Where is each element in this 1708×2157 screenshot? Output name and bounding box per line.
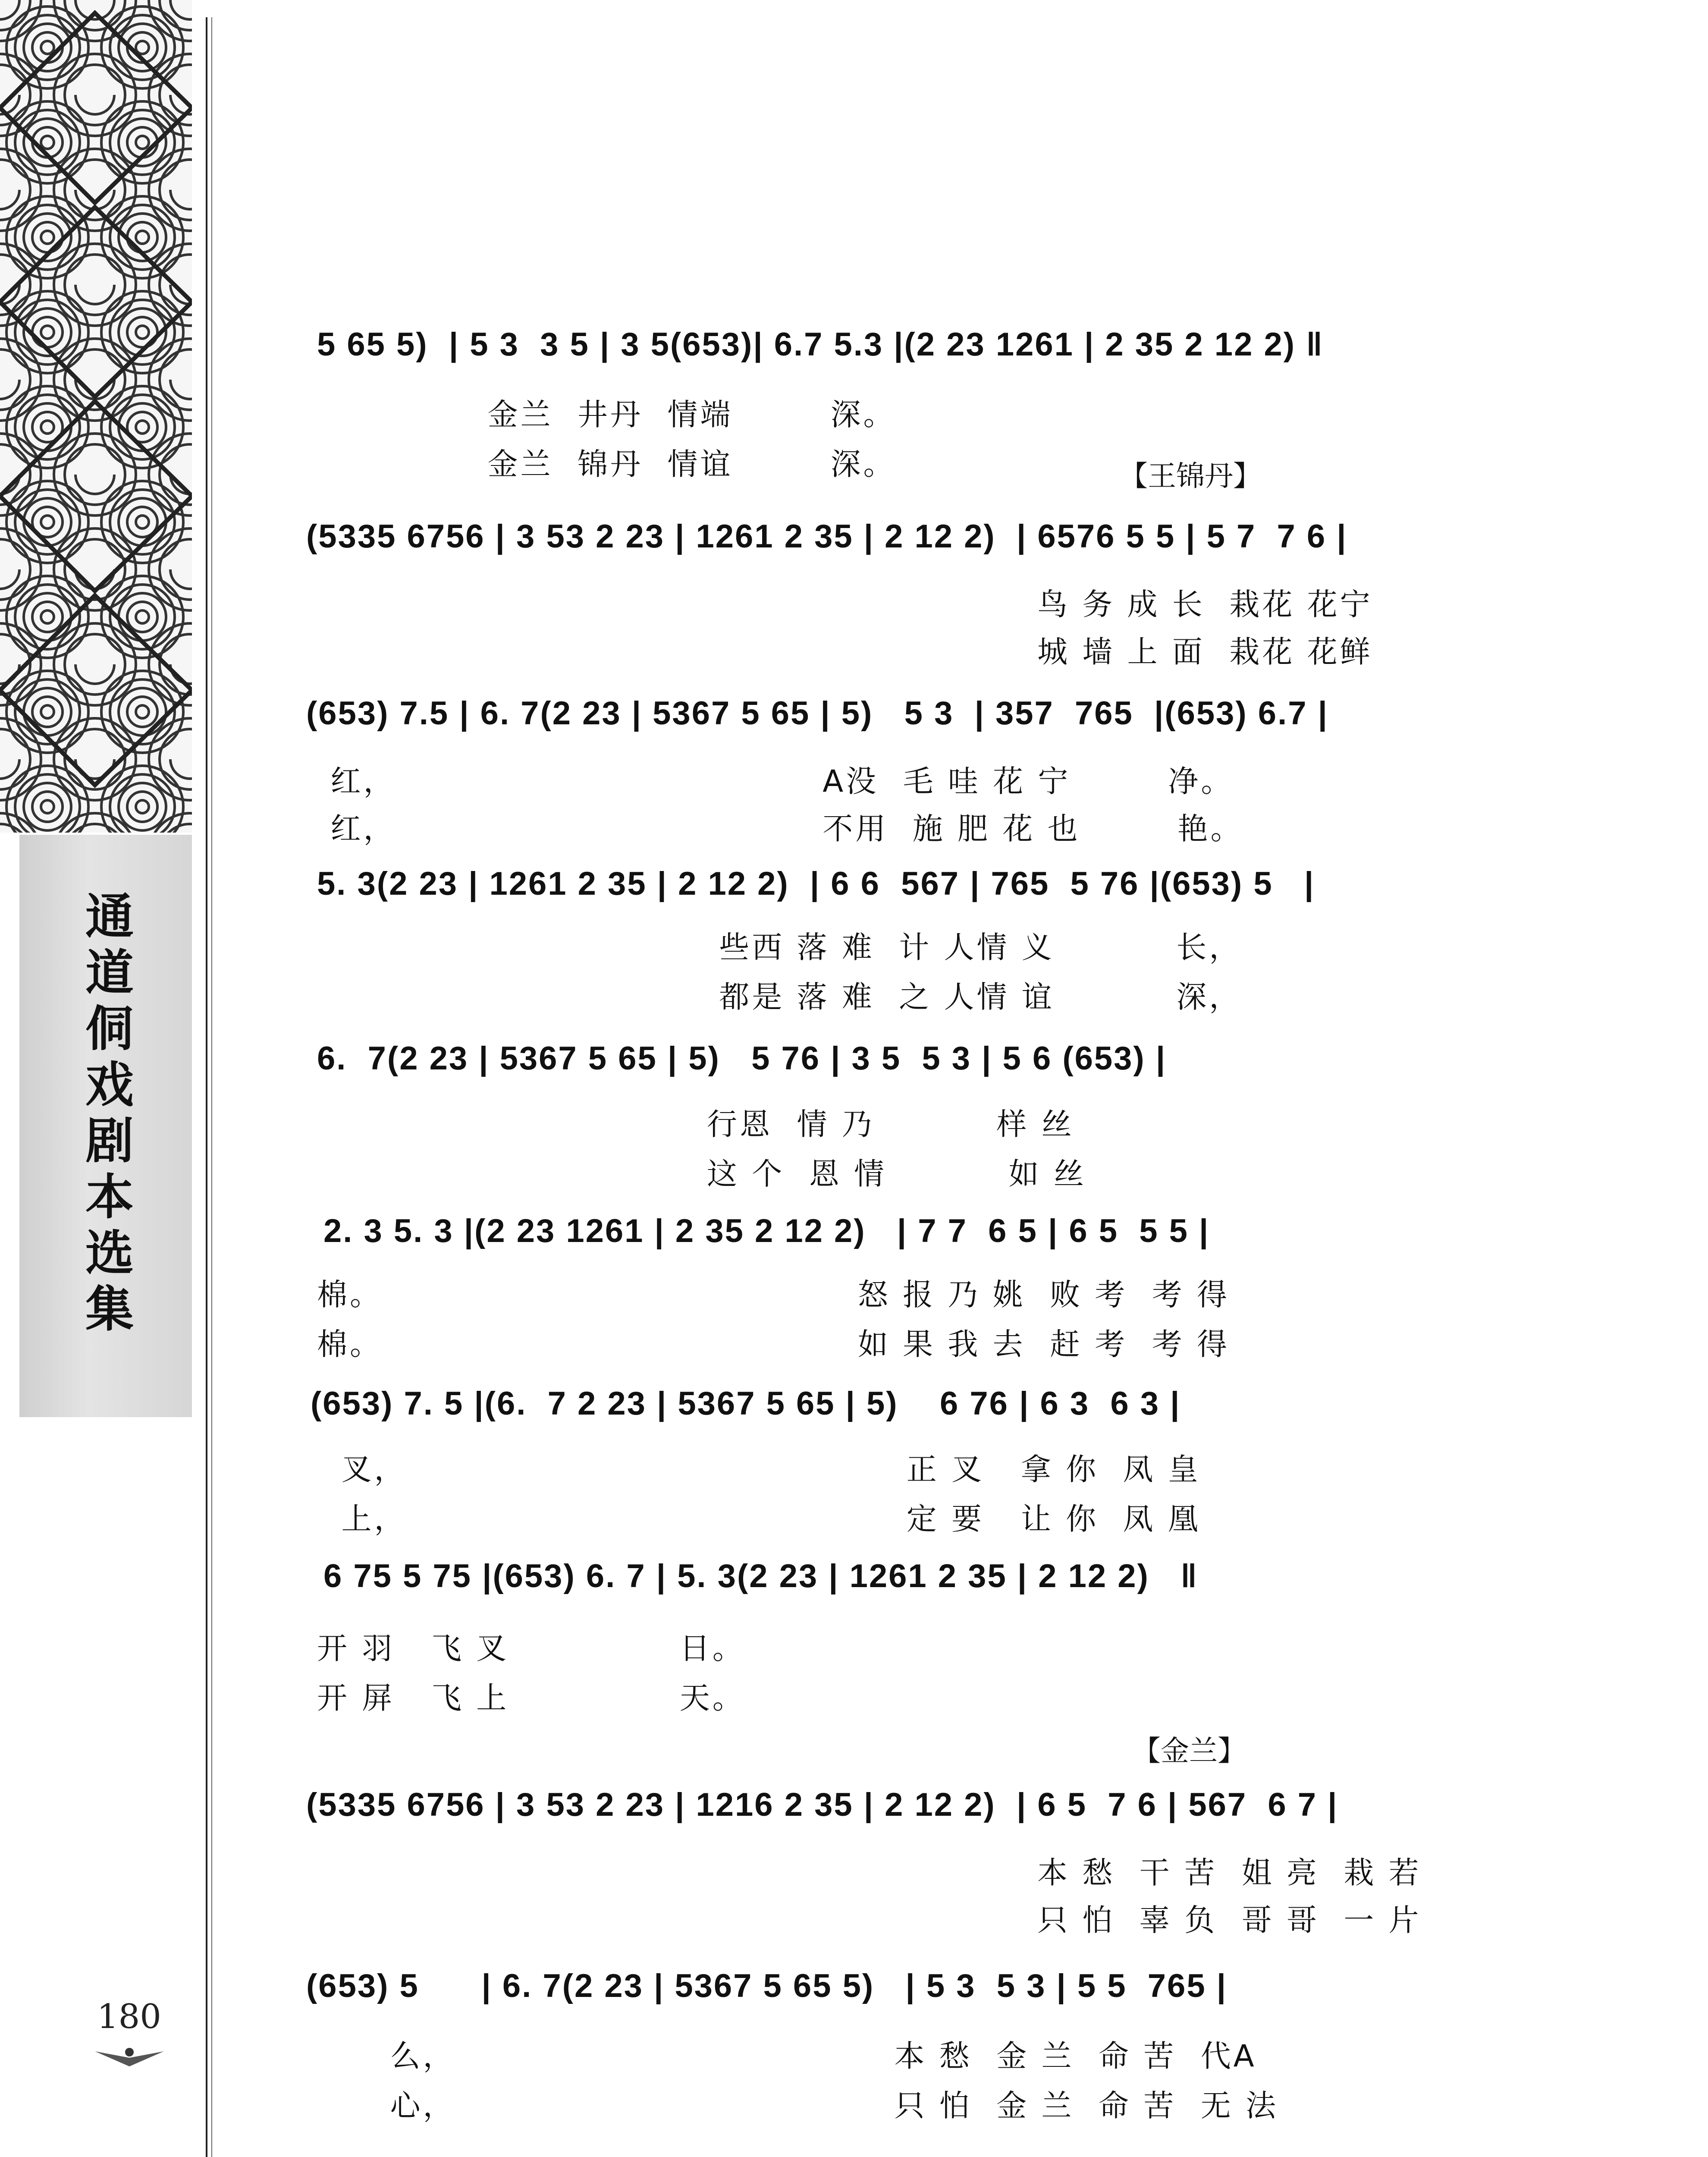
- lyric-line-10a: 么， 本 愁 金 兰 命 苦 代A: [317, 2038, 1257, 2074]
- lyric-line-6b: 棉。 如 果 我 去 赶 考 考 得: [317, 1327, 1230, 1362]
- lyric-line-2b: 城 墙 上 面 栽花 花鲜: [306, 634, 1373, 670]
- notation-line-7: (653) 7. 5 |(6. 7 2 23 | 5367 5 65 | 5) 6 76 | 6 3 6 3 |: [311, 1385, 1181, 1422]
- lyric-line-4b: 都是 落 难 之 人情 谊 深，: [317, 979, 1242, 1015]
- lyric-line-3a: 红， A没 毛 哇 花 宁 净。: [306, 764, 1234, 799]
- decorative-border-pattern: [0, 0, 192, 833]
- lyric-line-3b: 红， 不用 施 肥 花 也 艳。: [306, 811, 1243, 846]
- lyric-line-5a: 行恩 情 乃 样 丝: [317, 1107, 1074, 1142]
- lyric-line-7b: 上， 定 要 让 你 凤 凰: [317, 1501, 1201, 1537]
- lyric-line-1b: 金兰 锦丹 情谊 深。: [317, 446, 896, 482]
- page-ornament-icon: [93, 2043, 166, 2069]
- cloud-pattern-icon: [0, 0, 192, 833]
- lyric-line-2a: 鸟 务 成 长 栽花 花宁: [306, 587, 1373, 622]
- lyric-line-10b: 心， 只 怕 金 兰 命 苦 无 法: [317, 2088, 1279, 2123]
- book-title: 通道侗戏剧本选集: [77, 891, 134, 1339]
- lyric-line-7a: 叉， 正 叉 拿 你 凤 皇: [317, 1452, 1201, 1487]
- margin-rule: [206, 17, 207, 2157]
- notation-line-4: 5. 3(2 23 | 1261 2 35 | 2 12 2) | 6 6 567 | 765 5 76 |(653) 5 |: [317, 865, 1315, 902]
- page-number: 180: [97, 1997, 161, 2036]
- role-label-wang-jindan: 【王锦丹】: [1119, 459, 1262, 493]
- lyric-line-5b: 这 个 恩 情 如 丝: [317, 1156, 1086, 1192]
- lyric-line-8b: 开 屏 飞 上 天。: [317, 1680, 745, 1716]
- book-title-panel: [19, 835, 192, 1417]
- margin-rule-thin: [211, 17, 212, 2157]
- lyric-line-4a: 些西 落 难 计 人情 义 长，: [317, 930, 1242, 965]
- lyric-line-9a: 本 愁 干 苦 姐 亮 栽 若: [306, 1855, 1422, 1890]
- notation-line-2: (5335 6756 | 3 53 2 23 | 1261 2 35 | 2 12 2) | 6576 5 5 | 5 7 7 6 |: [306, 518, 1347, 555]
- notation-line-5: 6. 7(2 23 | 5367 5 65 | 5) 5 76 | 3 5 5 3 | 5 6 (653) |: [317, 1040, 1167, 1077]
- role-label-jinlan: 【金兰】: [1132, 1734, 1246, 1767]
- lyric-line-1a: 金兰 井丹 情端 深。: [317, 397, 896, 432]
- notation-line-10: (653) 5 | 6. 7(2 23 | 5367 5 65 5) | 5 3 5 3 | 5 5 765 |: [306, 1968, 1227, 2004]
- notation-line-9: (5335 6756 | 3 53 2 23 | 1216 2 35 | 2 12 2) | 6 5 7 6 | 567 6 7 |: [306, 1786, 1338, 1823]
- lyric-line-8a: 开 羽 飞 叉 日。: [317, 1631, 745, 1666]
- lyric-line-9b: 只 怕 辜 负 哥 哥 一 片: [306, 1902, 1422, 1938]
- notation-line-1: 5 65 5) | 5 3 3 5 | 3 5(653)| 6.7 5.3 |(2 23 1261 | 2 35 2 12 2) ‖: [317, 326, 1324, 363]
- notation-line-3: (653) 7.5 | 6. 7(2 23 | 5367 5 65 | 5) 5 3 | 357 765 |(653) 6.7 |: [306, 695, 1328, 732]
- lyric-line-6a: 棉。 怒 报 乃 姚 败 考 考 得: [317, 1277, 1230, 1312]
- notation-line-6: 2. 3 5. 3 |(2 23 1261 | 2 35 2 12 2) | 7 7 6 5 | 6 5 5 5 |: [323, 1213, 1210, 1249]
- notation-line-8: 6 75 5 75 |(653) 6. 7 | 5. 3(2 23 | 1261 2 35 | 2 12 2) ‖: [323, 1558, 1198, 1594]
